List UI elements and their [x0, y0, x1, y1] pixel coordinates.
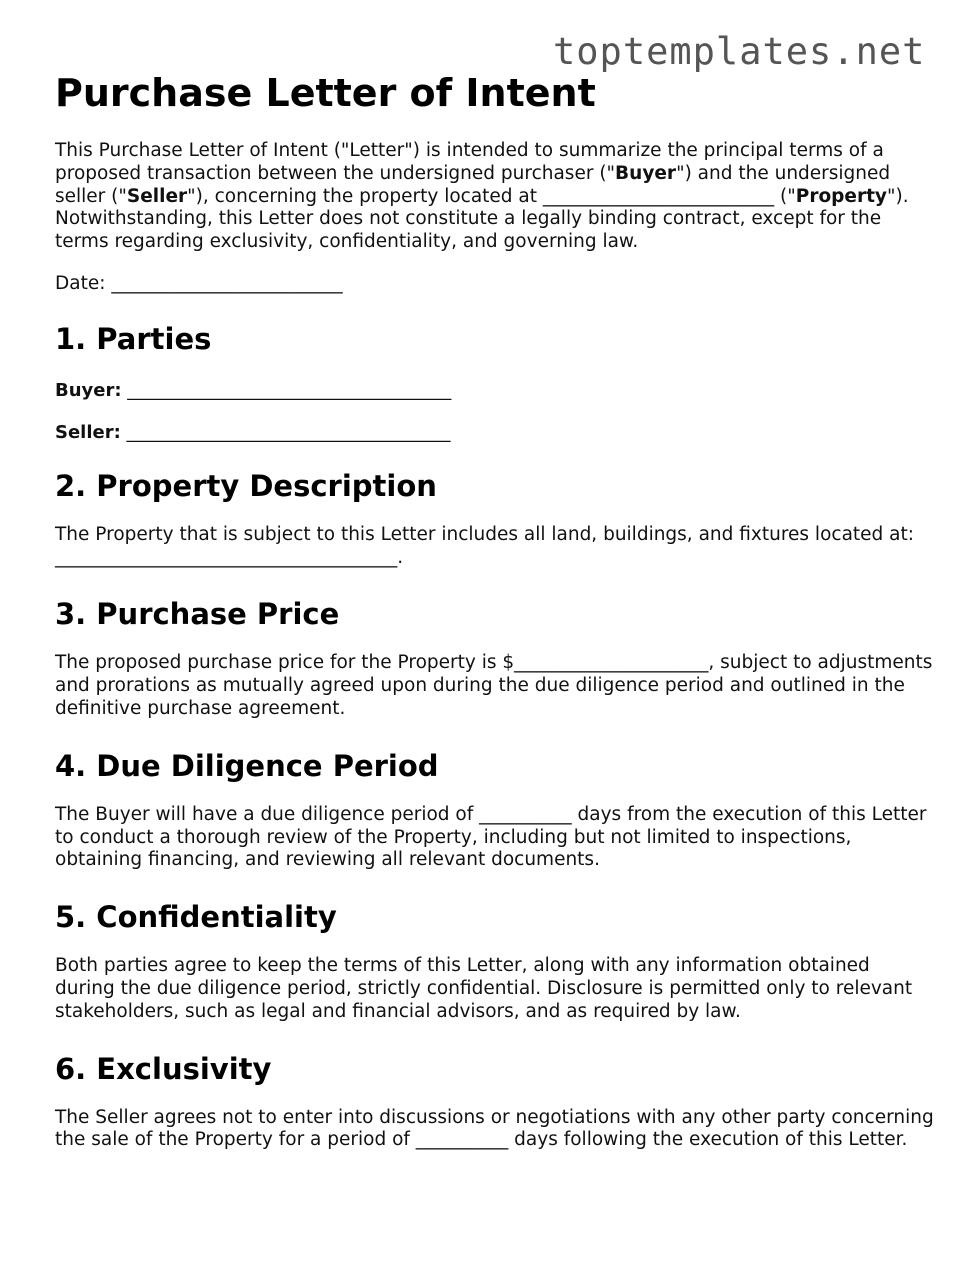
section-heading-confidentiality: 5. Confidentiality	[55, 900, 337, 935]
intro-text-3: "), concerning the property located at _________________________ ("	[187, 185, 796, 207]
buyer-field[interactable]	[55, 380, 935, 402]
section-heading-diligence: 4. Due Diligence Period	[55, 748, 439, 783]
seller-blank: ____________________________________	[120, 421, 451, 443]
seller-field[interactable]	[55, 422, 935, 444]
seller-label: Seller:	[55, 421, 121, 443]
exclusivity-paragraph: The Seller agrees not to enter into discussions or negotiations with any other party concerning the sale of the Property for a period of __________ days following the execution of this Letter.	[55, 1106, 934, 1151]
buyer-label: Buyer:	[55, 379, 122, 401]
intro-paragraph	[55, 140, 935, 254]
intro-property-term: Property	[795, 185, 887, 207]
section-heading-property: 2. Property Description	[55, 468, 437, 503]
intro-text-4: "). Notwithstanding, this Letter does not constitute a legally binding contract, except for the terms regarding exclusivity, confidentiality, and governing law.	[55, 185, 909, 253]
section-heading-exclusivity: 6. Exclusivity	[55, 1051, 272, 1086]
page-title: Purchase Letter of Intent	[55, 71, 596, 115]
watermark: toptemplates.net	[553, 30, 926, 73]
intro-buyer-term: Buyer	[615, 162, 677, 184]
date-field[interactable]: Date: _________________________	[55, 272, 343, 294]
intro-seller-term: Seller	[126, 185, 188, 207]
section-heading-price: 3. Purchase Price	[55, 597, 340, 632]
diligence-paragraph: The Buyer will have a due diligence period of __________ days from the execution of this Letter to conduct a thorough review of the Property, including but not limited to inspections, obtaining financing, and reviewing all relevant documents.	[55, 803, 927, 871]
price-paragraph: The proposed purchase price for the Property is $_____________________, subject to adjustments and prorations as mutually agreed upon during the due diligence period and outlined in the definitive purchase agreement.	[55, 652, 933, 719]
section-heading-parties: 1. Parties	[55, 321, 212, 356]
property-paragraph: The Property that is subject to this Letter includes all land, buildings, and fixtures located at: _____________________________________.	[55, 523, 914, 568]
intro-text-1: This Purchase Letter of Intent ("Letter") is intended to summarize the principal terms of a proposed transaction between the undersigned purchaser ("	[55, 140, 884, 184]
document	[55, 70, 935, 1152]
confidentiality-paragraph: Both parties agree to keep the terms of this Letter, along with any information obtained during the due diligence period, strictly confidential. Disclosure is permitted only to relevant stakeholders, such as legal and financial advisors, and as required by law.	[55, 955, 913, 1022]
intro-text-2: ") and the undersigned seller ("	[55, 162, 891, 207]
buyer-blank: ____________________________________	[121, 379, 452, 401]
